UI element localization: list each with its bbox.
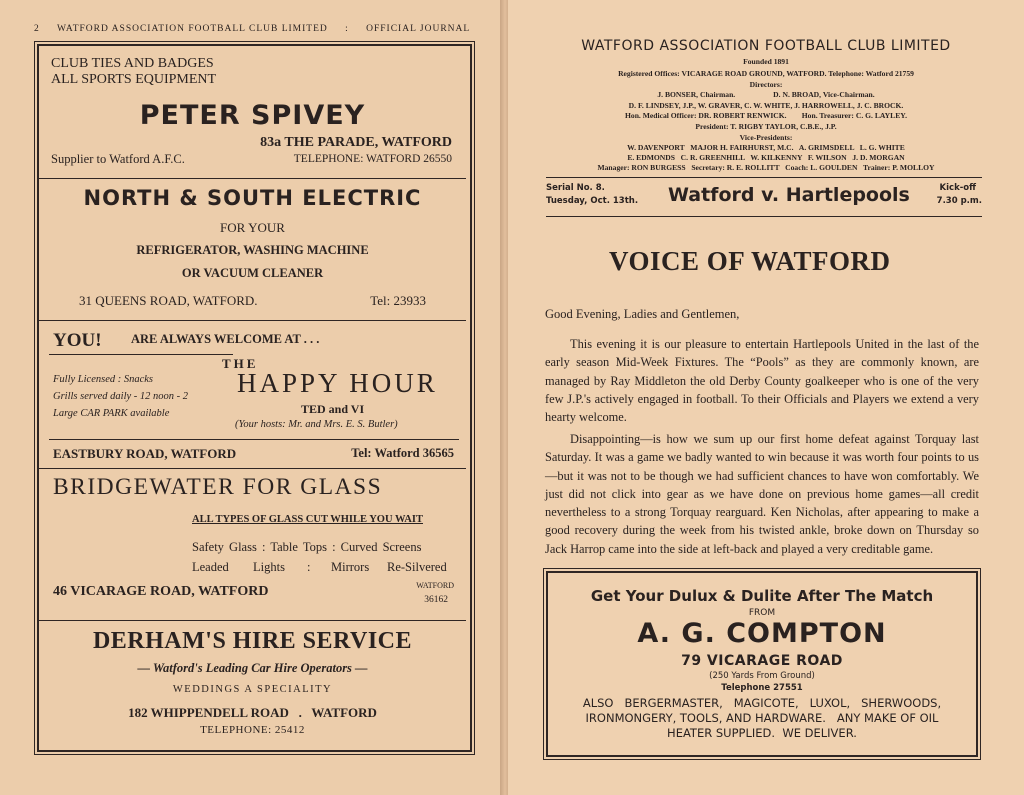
ad-headline: Get Your Dulux & Dulite After The Match — [590, 587, 934, 605]
club-name: WATFORD ASSOCIATION FOOTBALL CLUB LIMITED — [581, 38, 951, 54]
ad-hosts-full: (Your hosts: Mr. and Mrs. E. S. Butler) — [235, 419, 398, 430]
ad-distance: (250 Yards From Ground) — [709, 671, 815, 681]
ad-address: 79 VICARAGE ROAD — [681, 653, 843, 669]
ad-address: 46 VICARAGE ROAD, WATFORD — [53, 584, 269, 599]
ad-line: OR VACUUM CLEANER — [181, 266, 324, 280]
advertisement-frame — [37, 44, 472, 752]
match-serial: Serial No. 8. — [546, 183, 605, 193]
club-vp-label: Vice-Presidents: — [739, 133, 793, 142]
ad-welcome: ARE ALWAYS WELCOME AT . . . — [131, 332, 320, 346]
club-president: President: T. RIGBY TAYLOR, C.B.E., J.P. — [695, 122, 837, 131]
ad-address: 182 WHIPPENDELL ROAD . WATFORD — [128, 705, 377, 720]
ad-compton — [546, 571, 978, 757]
ad-you: YOU! — [53, 330, 102, 351]
right-page — [508, 0, 1024, 795]
ad-name: HAPPY HOUR — [237, 368, 438, 398]
ad-phone-label: WATFORD — [416, 581, 454, 590]
header-club: WATFORD ASSOCIATION FOOTBALL CLUB LIMITED — [56, 24, 328, 34]
ad-telephone: Tel: Watford 36565 — [351, 446, 454, 460]
ad-item: Lights — [253, 560, 285, 574]
ad-the: THE — [222, 356, 259, 371]
ad-detail: Large CAR PARK available — [53, 408, 170, 419]
match-fixture: Watford v. Hartlepools — [668, 184, 910, 206]
club-vice-presidents: E. EDMONDS C. R. GREENHILL W. KILKENNY F. WILSON J. D. MORGAN — [627, 153, 905, 162]
club-directors-label: Directors: — [749, 80, 783, 89]
club-offices: Registered Offices: VICARAGE ROAD GROUND, WATFORD. Telephone: Watford 21759 — [618, 69, 914, 78]
ad-name: NORTH & SOUTH ELECTRIC — [83, 186, 422, 210]
ad-name: BRIDGEWATER FOR GLASS — [53, 474, 383, 500]
ad-hosts-short: TED and VI — [301, 402, 365, 416]
ad-north-south-electric — [39, 178, 466, 321]
ad-line: CLUB TIES AND BADGES — [51, 56, 214, 71]
ad-tagline: ALL TYPES OF GLASS CUT WHILE YOU WAIT — [192, 514, 423, 525]
ad-peter-spivey — [39, 46, 466, 179]
header-separator: : — [345, 24, 349, 34]
ad-line: ALL SPORTS EQUIPMENT — [51, 72, 217, 87]
ad-line: HEATER SUPPLIED. WE DELIVER. — [667, 726, 857, 740]
ad-address: 31 QUEENS ROAD, WATFORD. — [79, 293, 258, 308]
ad-weddings: WEDDINGS A SPECIALITY — [172, 684, 333, 695]
ad-happy-hour — [39, 320, 466, 469]
club-chairmen: J. BONSER, Chairman. D. N. BROAD, Vice-Chairman. — [657, 90, 875, 99]
ad-items: Safety Glass : Table Tops : Curved Screens — [192, 540, 422, 554]
ad-detail: Fully Licensed : Snacks — [53, 374, 154, 385]
ad-name: DERHAM'S HIRE SERVICE — [92, 628, 413, 654]
ad-item: Mirrors — [331, 560, 370, 574]
club-officers: Hon. Medical Officer: DR. ROBERT RENWICK. Hon. Treasurer: C. G. LAYLEY. — [625, 111, 907, 120]
ad-telephone: Telephone 27551 — [721, 683, 803, 693]
club-vice-presidents: W. DAVENPORT MAJOR H. FAIRHURST, M.C. A. GRIMSDELL L. G. WHITE — [627, 143, 905, 152]
ad-address: 83a THE PARADE, WATFORD — [260, 135, 452, 150]
ad-supplier: Supplier to Watford A.F.C. — [51, 152, 185, 166]
ad-line: REFRIGERATOR, WASHING MACHINE — [136, 243, 369, 257]
article-title: VOICE OF WATFORD — [609, 246, 891, 276]
match-date: Tuesday, Oct. 13th. — [546, 196, 639, 206]
match-info-bar — [546, 177, 982, 217]
article-paragraph: This evening it is our pleasure to entertain Hartlepools United in the last of the early season Mid-Week Fixtures. The “Pools” as they are commonly known, are managed by Ray Middleton the old Derby County goalkeeper who is one of the very few J.P.'s actively engaged in football. To their Officials and Players we extend a very hearty welcome. — [545, 337, 979, 425]
left-page — [0, 0, 502, 795]
ad-line: IRONMONGERY, TOOLS, AND HARDWARE. ANY MAKE OF OIL — [585, 711, 939, 725]
ad-item: Re-Silvered — [387, 560, 447, 574]
ad-phone-number: 36162 — [424, 595, 448, 605]
ad-telephone: TELEPHONE: 25412 — [200, 724, 305, 736]
article-paragraph: Disappointing—is how we sum up our first home defeat against Torquay last Saturday. It was a game we badly wanted to win because it was worth four points to us—but it was not to be though we had sufficient chances to have won comfortably. We just did not click into gear as we have done on previous home games—all credit nevertheless to a strong Torquay rearguard. Ken Nicholas, after appearing to make a good recovery during the week from his twisted ankle, broke down on Thursday so Jack Harrop came into the side at left-back and played a very creditable game. — [545, 432, 979, 556]
ad-address: EASTBURY ROAD, WATFORD — [53, 446, 237, 461]
page-header — [34, 24, 484, 34]
ad-item-separator: : — [307, 560, 311, 574]
ad-derhams-hire — [39, 620, 466, 750]
ad-line: FOR YOUR — [220, 220, 285, 235]
ad-telephone: TELEPHONE: WATFORD 26550 — [293, 153, 452, 165]
ad-name: PETER SPIVEY — [139, 100, 366, 131]
article-greeting: Good Evening, Ladies and Gentlemen, — [545, 307, 740, 321]
club-founded: Founded 1891 — [743, 57, 789, 66]
ad-tagline: — Watford's Leading Car Hire Operators — — [137, 661, 368, 675]
ad-telephone: Tel: 23933 — [370, 293, 426, 308]
ad-name: A. G. COMPTON — [637, 618, 887, 649]
ad-item: Leaded — [192, 560, 229, 574]
kickoff-time: 7.30 p.m. — [936, 196, 982, 206]
club-staff: Manager: RON BURGESS Secretary: R. E. ROLLITT Coach: L. GOULDEN Trainer: P. MOLLOY — [597, 163, 935, 172]
divider — [49, 354, 233, 355]
ad-from: FROM — [748, 608, 776, 618]
page-number: 2 — [34, 24, 40, 34]
ad-bridgewater-glass — [39, 468, 466, 621]
header-journal: OFFICIAL JOURNAL — [366, 24, 471, 34]
ad-line: ALSO BERGERMASTER, MAGICOTE, LUXOL, SHERWOODS, — [582, 696, 942, 710]
ad-detail: Grills served daily - 12 noon - 2 — [53, 391, 189, 402]
divider — [49, 439, 459, 440]
kickoff-label: Kick-off — [939, 183, 976, 193]
club-directors: D. F. LINDSEY, J.P., W. GRAVER, C. W. WHITE, J. HARROWELL, J. C. BROCK. — [628, 101, 904, 110]
